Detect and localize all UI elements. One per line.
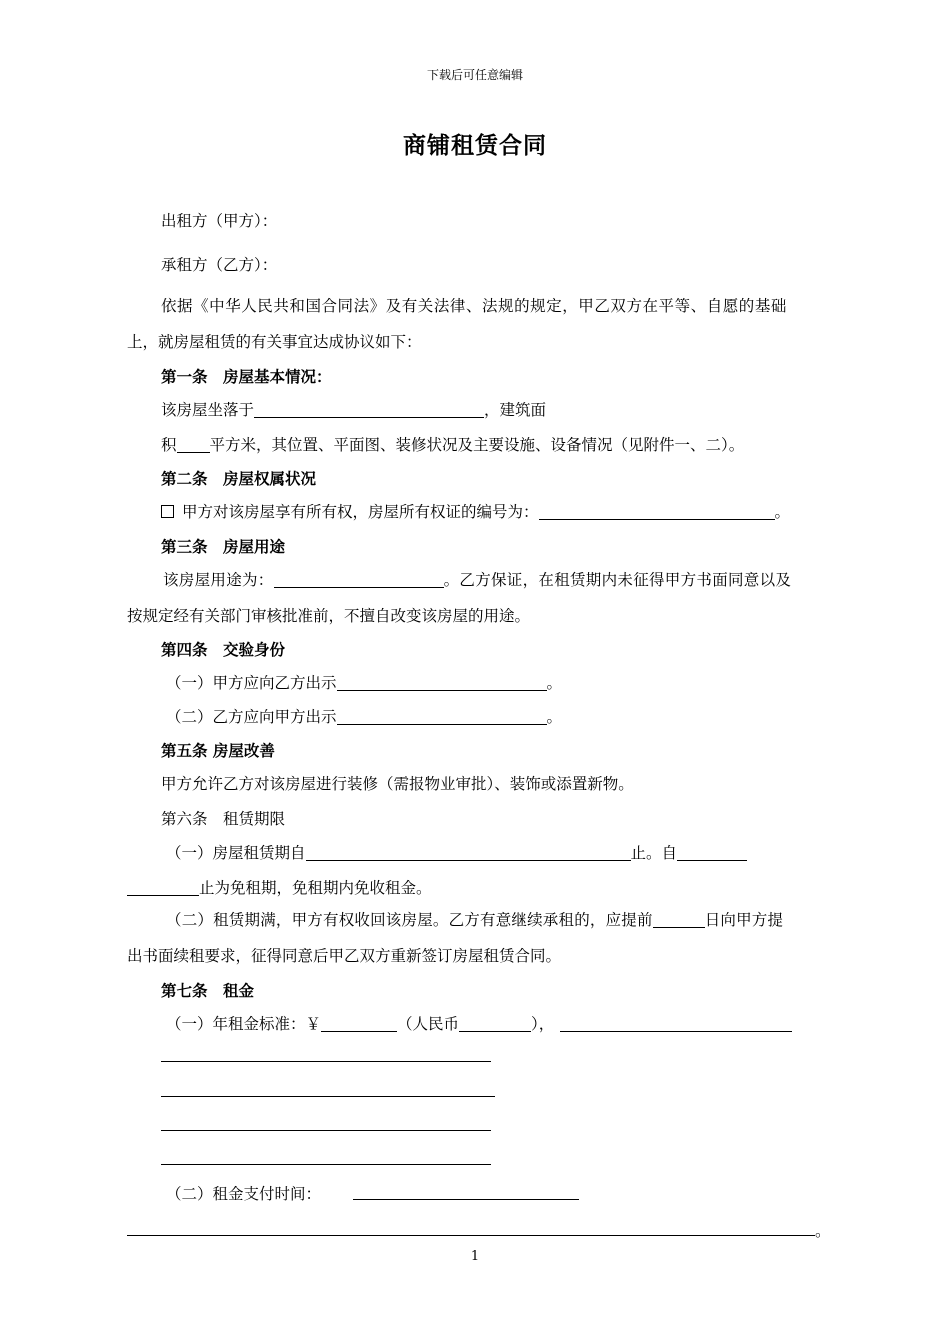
article-4-heading: 第四条 交验身份	[161, 640, 286, 659]
page-number: 1	[470, 1249, 480, 1264]
area-prefix: 积	[161, 436, 177, 454]
renewal-text: （二）租赁期满，甲方有权收回该房屋。乙方有意继续承租的，应提前	[166, 911, 653, 929]
rmb-label: （人民币	[397, 1015, 460, 1033]
lease-term-blank	[306, 844, 631, 861]
free-period-start-blank	[677, 844, 747, 861]
article-6-item-2-line-2: 出书面续租要求，征得同意后甲乙双方重新签订房屋租赁合同。	[127, 947, 562, 965]
article-6-item-1-line-2	[127, 878, 432, 898]
blank-line-4	[161, 1164, 491, 1165]
article-1-area-line	[161, 435, 744, 455]
item-1-label: （一）甲方应向乙方出示	[166, 674, 337, 692]
annual-rent-notes-blank	[560, 1015, 792, 1032]
usage-label: 该房屋用途为：	[163, 571, 274, 589]
item-1-blank	[337, 674, 547, 691]
area-blank	[177, 436, 210, 453]
item-2-blank	[337, 708, 547, 725]
lease-term-label: （一）房屋租赁期自	[166, 844, 306, 862]
article-5-line: 甲方允许乙方对该房屋进行装修（需报物业审批）、装饰或添置新物。	[161, 775, 634, 793]
article-7-item-1	[166, 1014, 792, 1034]
rmb-amount-blank	[459, 1015, 531, 1032]
payment-time-continuation-line	[127, 1235, 815, 1236]
article-7-item-2	[166, 1184, 321, 1204]
article-2-ownership-line	[161, 502, 790, 522]
area-suffix: 平方米，其位置、平面图、装修状况及主要设施、设备情况（见附件一、二）。	[209, 436, 745, 454]
final-period: 。	[815, 1222, 831, 1240]
free-period-text: 止为免租期，免租期内免收租金。	[199, 879, 432, 897]
blank-line-2	[161, 1096, 495, 1097]
article-3-line-2: 按规定经有关部门审核批准前，不擅自改变该房屋的用途。	[127, 607, 531, 625]
article-3-heading: 第三条 房屋用途	[161, 537, 286, 556]
header-note: 下载后可任意编辑	[426, 68, 523, 82]
article-6-item-2	[166, 910, 783, 930]
payment-time-blank	[353, 1199, 579, 1200]
article-6-heading: 第六条 租赁期限	[161, 810, 286, 828]
article-5-heading: 第五条 房屋改善	[161, 741, 275, 760]
usage-blank	[274, 571, 444, 588]
lease-term-mid: 止。自	[630, 844, 678, 862]
article-1-heading: 第一条 房屋基本情况：	[161, 367, 332, 386]
blank-line-3	[161, 1130, 491, 1131]
preamble-line-1: 依据《中华人民共和国合同法》及有关法律、法规的规定，甲乙双方在平等、自愿的基础	[161, 297, 787, 315]
article-3-usage-line	[163, 570, 791, 590]
item-1-end: 。	[546, 674, 563, 692]
location-suffix: ，建筑面	[484, 401, 547, 419]
annual-rent-amount-blank	[321, 1015, 397, 1032]
party-a-line: 出租方（甲方）：	[161, 212, 278, 230]
party-b-line: 承租方（乙方）：	[161, 256, 278, 274]
blank-line-1	[161, 1061, 491, 1062]
annual-rent-label: （一）年租金标准：￥	[166, 1015, 322, 1033]
certificate-number-blank	[539, 503, 775, 520]
document-title: 商铺租赁合同	[403, 132, 547, 159]
renewal-suffix: 日向甲方提	[704, 911, 784, 929]
item-2-label: （二）乙方应向甲方出示	[166, 708, 337, 726]
ownership-label: 甲方对该房屋享有所有权，房屋所有权证的编号为：	[182, 503, 539, 521]
usage-suffix: 。乙方保证，在租赁期内未征得甲方书面同意以及	[443, 571, 792, 589]
article-7-heading: 第七条 租金	[161, 981, 255, 1000]
article-4-item-2	[166, 707, 562, 727]
renewal-days-blank	[653, 911, 705, 928]
free-period-end-blank	[127, 879, 199, 896]
preamble-line-2: 上，就房屋租赁的有关事宜达成协议如下：	[127, 333, 422, 351]
item-2-end: 。	[546, 708, 563, 726]
location-blank	[254, 401, 484, 418]
article-2-heading: 第二条 房屋权属状况	[161, 469, 317, 488]
article-1-location-line	[161, 400, 546, 420]
ownership-checkbox[interactable]	[161, 505, 174, 518]
annual-rent-end: ），	[531, 1015, 555, 1033]
location-label: 该房屋坐落于	[161, 401, 255, 419]
ownership-end: 。	[774, 503, 791, 521]
article-6-item-1	[166, 843, 747, 863]
payment-time-label: （二）租金支付时间：	[166, 1185, 322, 1203]
article-4-item-1	[166, 673, 562, 693]
